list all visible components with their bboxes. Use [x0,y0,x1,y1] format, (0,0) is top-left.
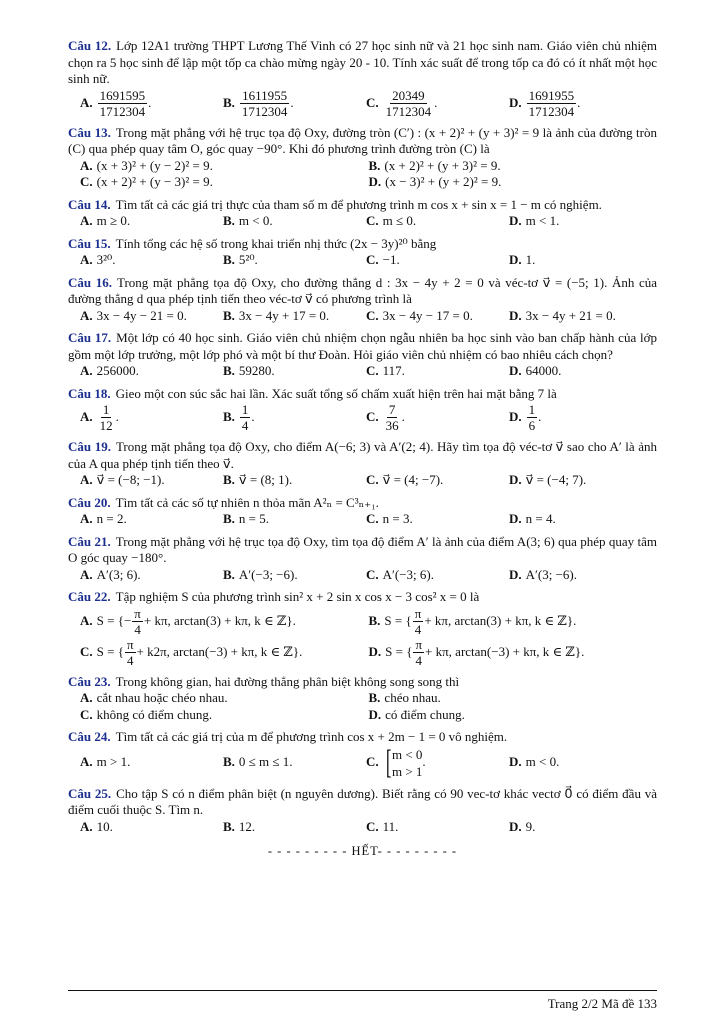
question-text: Trong mặt phẳng tọa độ Oxy, cho điểm A(−6; 3) và A′(2; 4). Hãy tìm tọa độ véc-tơ v⃗ sao cho A′ là ảnh của A qua phép tịnh tiến theo v⃗. [68,439,657,471]
question-22 [68,589,657,668]
option-c[interactable]: C. [ m < 0 m > 1 . [366,743,426,781]
option-a[interactable]: A. n = 2. [80,511,127,526]
option-b[interactable]: B. v⃗ = (8; 1). [223,472,293,487]
option-b[interactable]: B. 59280. [223,363,275,378]
question-25 [68,786,657,836]
options [68,308,657,325]
option-a[interactable]: A. m ≥ 0. [80,213,131,228]
option-a[interactable]: A. cắt nhau hoặc chéo nhau. [80,690,228,705]
question-text: Trong mặt phẳng tọa độ Oxy, cho đường thẳng d : 3x − 4y + 2 = 0 và véc-tơ v⃗ = (−5; 1). Ảnh của đường thẳng d qua phép tịnh tiến theo véc-tơ v⃗ có phương trình là [68,274,657,306]
end-marker: - - - - - - - - - HẾT- - - - - - - - - [267,844,458,858]
option-d[interactable]: D. n = 4. [509,511,556,526]
options [68,363,657,380]
question-text: Lớp 12A1 trường THPT Lương Thế Vinh có 27 học sinh nữ và 21 học sinh nam. Giáo viên chủ nhiệm chọn ra 5 học sinh để lập một tốp ca chào mừng ngày 20 - 10. Tính xác suất để trong tốp ca đó có ít nhất một học sinh nữ. [68,38,657,86]
option-c[interactable]: C. S = { $\frac{\pi}{4}$ + k2π, arctan(−3) + kπ, k ∈ ℤ}. [80,636,303,668]
option-c[interactable]: C. n = 3. [366,511,413,526]
option-c[interactable]: C. 117. [366,363,405,378]
question-23 [68,674,657,724]
question-21 [68,534,657,584]
options [68,252,657,269]
question-number: Câu 16. [68,274,112,290]
question-number: Câu 23. [68,673,111,689]
fraction: $\frac{\pi}{4}$ [134,605,141,637]
option-c[interactable]: C. $\frac{20349}{1712304}$ . [366,87,438,119]
options [68,511,657,528]
option-c[interactable]: C. −1. [366,252,400,267]
fraction: $\frac{1691955}{1712304}$ [528,87,575,119]
question-number: Câu 12. [68,38,112,53]
question-text: Tập nghiệm S của phương trình sin² x + 2 sin x cos x − 3 cos² x = 0 là [115,589,480,604]
question-18 [68,386,657,434]
question-text: Trong mặt phẳng với hệ trục tọa độ Oxy, tìm tọa độ điểm A′ là ảnh của điểm A(3; 6) qua phép quay tâm O góc quay −180°. [68,533,657,565]
option-a[interactable]: A. $\frac{1}{12}$ . [80,402,119,433]
option-d[interactable]: D. 64000. [509,363,562,378]
option-b[interactable]: B. 5²⁰. [223,252,258,267]
option-a[interactable]: A. S = {− $\frac{\pi}{4}$ + kπ, arctan(3) + kπ, k ∈ ℤ}. [80,605,296,637]
inequality-system: [ m < 0 m > 1 [385,743,423,781]
question-13 [68,125,657,191]
question-text: Tính tổng các hệ số trong khai triển nhị thức (2x − 3y)²⁰ bằng [115,235,437,251]
option-d[interactable]: D. A′(3; −6). [509,566,577,582]
options [68,606,657,637]
option-a[interactable]: A. m > 1. [80,754,131,770]
question-number: Câu 15. [68,235,111,251]
option-d[interactable]: D. S = { $\frac{\pi}{4}$ + kπ, arctan(−3) + kπ, k ∈ ℤ}. [368,636,585,668]
fraction: $\frac{1}{12}$ [99,402,113,433]
options [68,637,657,668]
option-b[interactable]: B. 12. [223,818,256,834]
question-number: Câu 18. [68,385,111,401]
question-text: Gieo một con súc sắc hai lần. Xác suất tổng số chấm xuất hiện trên hai mặt bằng 7 là [115,385,557,401]
option-b[interactable]: B. 0 ≤ m ≤ 1. [223,754,293,770]
option-b[interactable]: B. 3x − 4y + 17 = 0. [223,307,330,323]
question-20 [68,495,657,528]
options [68,174,657,191]
option-a[interactable]: A. (x + 3)² + (y − 2)² = 9. [80,157,213,173]
question-number: Câu 25. [68,785,112,801]
question-number: Câu 14. [68,196,111,212]
option-d[interactable]: D. $\frac{1691955}{1712304}$ . [509,87,581,119]
option-d[interactable]: D. 1. [509,252,536,267]
option-b[interactable]: B. n = 5. [223,511,270,526]
question-text: Tìm tất cả các giá trị thực của tham số m để phương trình m cos x + sin x = 1 − m có nghiệm. [115,196,602,212]
options [68,743,657,781]
option-b[interactable]: B. chéo nhau. [368,690,441,705]
question-text: Trong không gian, hai đường thẳng phân biệt không song song thì [115,673,460,689]
option-d[interactable]: D. có điểm chung. [368,706,465,722]
question-text: Tìm tất cả các giá trị của m để phương trình cos x + 2m − 1 = 0 vô nghiệm. [115,729,508,744]
option-a[interactable]: A. 10. [80,818,113,834]
option-c[interactable]: C. m ≤ 0. [366,213,417,228]
fraction: $\frac{\pi}{4}$ [415,636,423,668]
question-number: Câu 22. [68,589,111,604]
option-b[interactable]: B. $\frac{1}{4}$ . [223,402,255,433]
option-c[interactable]: C. v⃗ = (4; −7). [366,472,444,487]
option-d[interactable]: D. m < 1. [509,213,560,228]
question-24 [68,729,657,780]
fraction: $\frac{\pi}{4}$ [414,605,422,637]
option-d[interactable]: D. v⃗ = (−4; 7). [509,472,587,487]
footer-divider [68,990,657,991]
option-c[interactable]: C. $\frac{7}{36}$ . [366,402,405,433]
option-b[interactable]: B. A′(−3; −6). [223,566,298,582]
option-b[interactable]: B. S = { $\frac{\pi}{4}$ + kπ, arctan(3) + kπ, k ∈ ℤ}. [368,605,577,637]
option-a[interactable]: A. 3²⁰. [80,252,116,267]
option-a[interactable]: A. 3x − 4y − 21 = 0. [80,307,187,323]
option-a[interactable]: A. A′(3; 6). [80,566,141,582]
fraction: $\frac{7}{36}$ [385,402,399,433]
fraction: $\frac{1611955}{1712304}$ [241,87,288,119]
question-16 [68,275,657,325]
question-text: Một lớp có 40 học sinh. Giáo viên chủ nhiệm chọn ngẫu nhiên ba học sinh vào ban chấp hành của lớp gồm một lớp trưởng, một lớp phó và một bí thư Đoàn. Hỏi giáo viên chủ nhiệm có bao nhiêu cách chọn? [68,330,657,362]
option-d[interactable]: D. m < 0. [509,754,560,770]
question-number: Câu 17. [68,330,112,345]
question-text: Cho tập S có n điểm phân biệt (n nguyên dương). Biết rằng có 90 vec-tơ khác vectơ 0⃗ có điểm đầu và điểm cuối thuộc S. Tìm n. [68,785,657,817]
option-d[interactable]: D. $\frac{1}{6}$ . [509,402,542,433]
question-text: Tìm tất cả các số tự nhiên n thỏa mãn A²ₙ = C³ₙ₊₁. [115,494,379,510]
question-15 [68,236,657,269]
option-c[interactable]: C. (x + 2)² + (y − 3)² = 9. [80,174,213,189]
option-a[interactable]: A. $\frac{1691595}{1712304}$ . [80,87,152,119]
options [68,402,657,433]
question-number: Câu 13. [68,124,111,140]
options [68,690,657,707]
option-a[interactable]: A. 256000. [80,363,139,378]
option-c[interactable]: C. A′(−3; 6). [366,566,434,582]
option-a[interactable]: A. v⃗ = (−8; −1). [80,472,165,487]
fraction: $\frac{20349}{1712304}$ [385,87,432,119]
question-number: Câu 21. [68,533,111,549]
options [68,213,657,230]
options [68,819,657,836]
fraction: $\frac{1}{4}$ [241,402,249,433]
left-brace-icon: [ [385,743,392,781]
question-number: Câu 19. [68,439,111,454]
option-d[interactable]: D. 3x − 4y + 21 = 0. [509,307,616,323]
option-b[interactable]: B. $\frac{1611955}{1712304}$ . [223,87,294,119]
option-d[interactable]: D. 9. [509,818,536,834]
question-12 [68,38,657,119]
options [68,472,657,489]
option-d[interactable]: D. (x − 3)² + (y + 2)² = 9. [368,174,502,189]
option-c[interactable]: C. 11. [366,818,399,834]
question-number: Câu 20. [68,494,111,510]
question-14 [68,197,657,230]
options [68,158,657,175]
options [68,88,657,119]
exam-page [68,38,657,860]
options [68,567,657,584]
options [68,707,657,724]
question-number: Câu 24. [68,729,111,744]
fraction: $\frac{\pi}{4}$ [126,636,134,668]
option-c[interactable]: C. 3x − 4y − 17 = 0. [366,307,473,323]
question-17 [68,330,657,380]
question-19 [68,439,657,489]
option-c[interactable]: C. không có điểm chung. [80,706,213,722]
fraction: $\frac{1}{6}$ [528,402,536,433]
question-text: Trong mặt phẳng với hệ trục tọa độ Oxy, đường tròn (C′) : (x + 2)² + (y + 3)² = 9 là ảnh của đường tròn (C) qua phép quay tâm O, góc quay −90°. Khi đó phương trình đường tròn (C) là [68,124,657,156]
option-b[interactable]: B. m < 0. [223,213,273,228]
fraction: $\frac{1691595}{1712304}$ [99,87,146,119]
option-b[interactable]: B. (x + 2)² + (y + 3)² = 9. [368,157,501,173]
page-footer: Trang 2/2 Mã đề 133 [547,996,657,1011]
